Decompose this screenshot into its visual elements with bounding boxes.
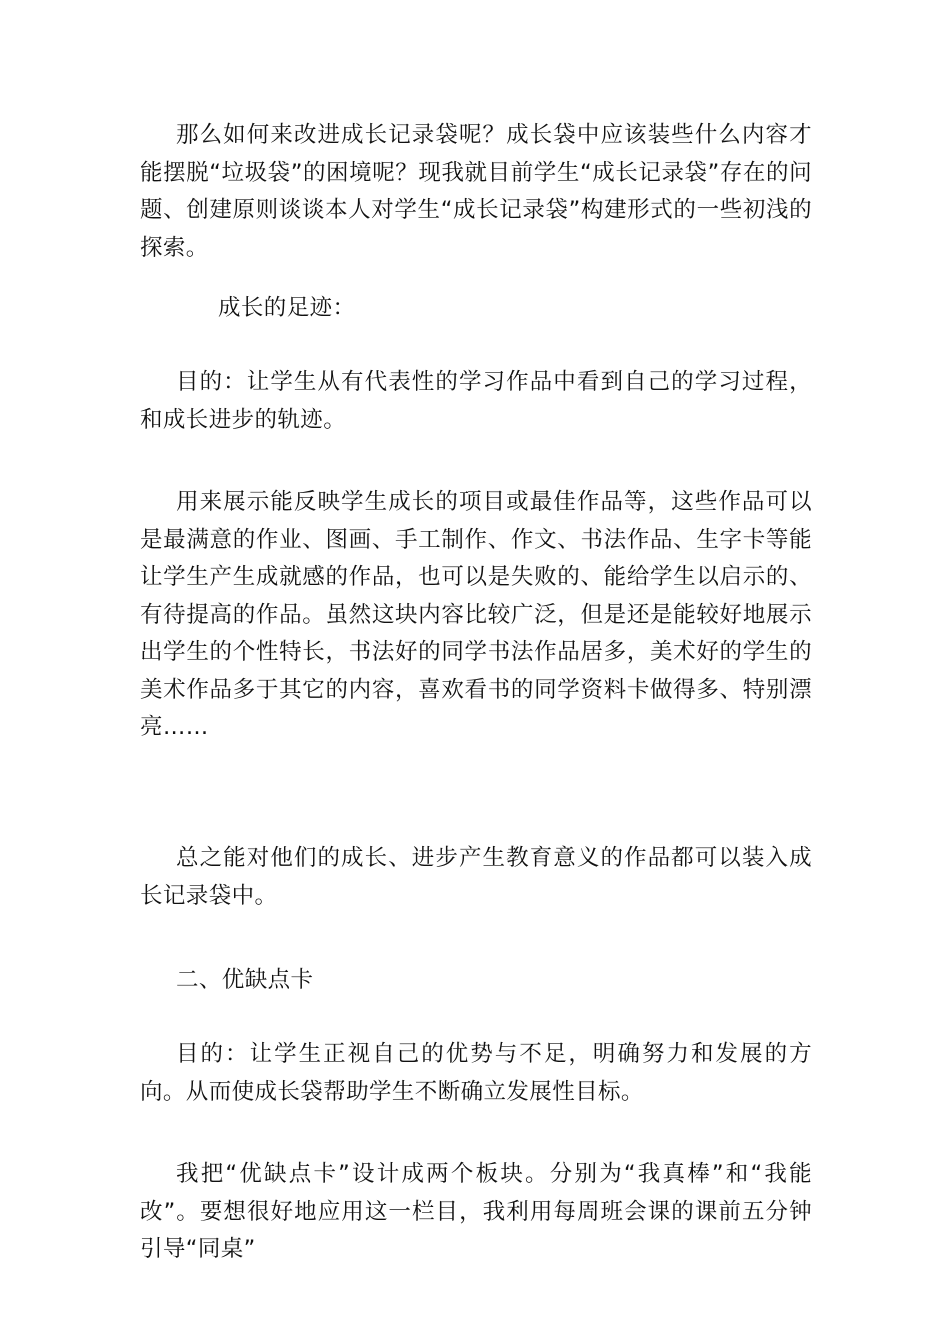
- paragraph-card-design: 我把“优缺点卡”设计成两个板块。分别为“我真棒”和“我能改”。要想很好地应用这一栏目，我利用每周班会课的课前五分钟引导“同桌”: [140, 1161, 812, 1262]
- paragraph-purpose-merits: 目的：让学生正视自己的优势与不足，明确努力和发展的方向。从而使成长袋帮助学生不断确立发展性目标。: [140, 1041, 812, 1105]
- paragraph-purpose-footprint: 目的：让学生从有代表性的学习作品中看到自己的学习过程，和成长进步的轨迹。: [140, 369, 812, 433]
- paragraph-summary: 总之能对他们的成长、进步产生教育意义的作品都可以装入成长记录袋中。: [140, 845, 812, 909]
- section-heading-merits-card: 二、优缺点卡: [176, 967, 314, 993]
- paragraph-works-description: 用来展示能反映学生成长的项目或最佳作品等，这些作品可以是最满意的作业、图画、手工制作、作文、书法作品、生字卡等能让学生产生成就感的作品，也可以是失败的、能给学生以启示的、有待提高的作品。虽然这块内容比较广泛，但是还是能较好地展示出学生的个性特长，书法好的同学书法作品居多，美术好的学生的美术作品多于其它的内容，喜欢看书的同学资料卡做得多、特别漂亮……: [140, 489, 812, 740]
- section-heading-growth-footprint: 成长的足迹：: [218, 295, 356, 321]
- paragraph-intro: 那么如何来改进成长记录袋呢？成长袋中应该装些什么内容才能摆脱“垃圾袋”的困境呢？现我就目前学生“成长记录袋”存在的问题、创建原则谈谈本人对学生“成长记录袋”构建形式的一些初浅的探索。: [140, 122, 812, 261]
